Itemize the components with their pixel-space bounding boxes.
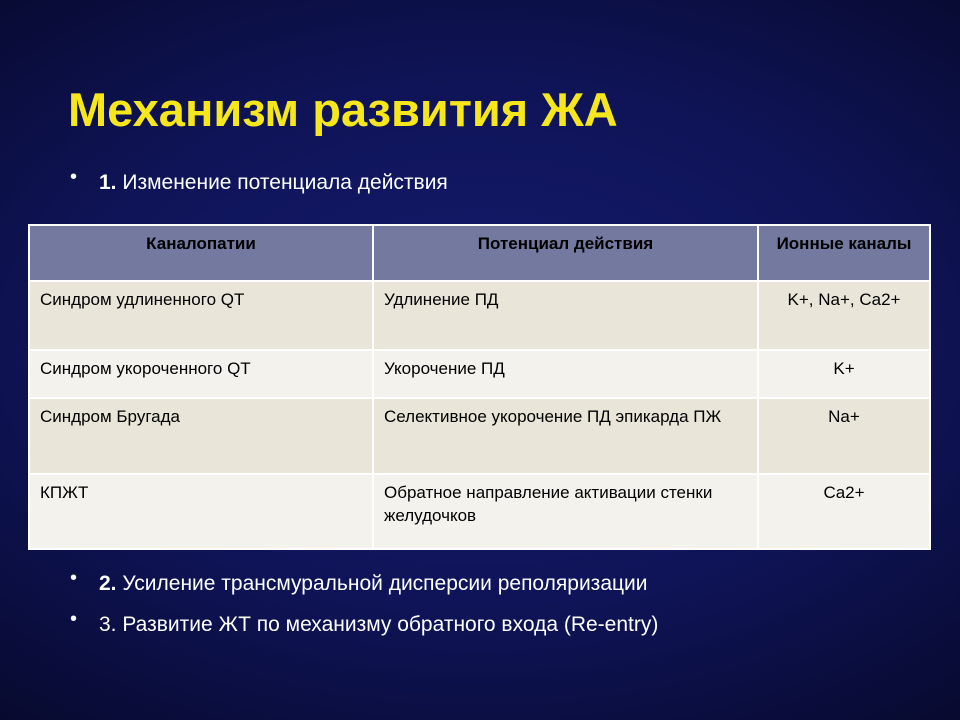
table-row (29, 474, 930, 549)
bullet-text (99, 612, 658, 638)
table-header-row (29, 225, 930, 281)
bullet-label: Развитие ЖТ по механизму обратного входа (Re-entry) (116, 613, 659, 636)
table-cell: Na+ (758, 398, 930, 474)
table-row (29, 281, 930, 350)
bullet-number: 3. (99, 613, 117, 636)
bullet-dot-icon: • (70, 166, 78, 188)
table-cell: Синдром удлиненного QT (29, 281, 373, 350)
bullet-text (99, 170, 448, 196)
channelopathy-table (28, 224, 931, 550)
table-row (29, 350, 930, 398)
table-header-cell: Потенциал действия (373, 225, 758, 281)
slide-title: Механизм развития ЖА (68, 83, 618, 136)
table-cell: Селективное укорочение ПД эпикарда ПЖ (373, 398, 758, 474)
table-cell: Синдром укороченного QT (29, 350, 373, 398)
table-cell: Удлинение ПД (373, 281, 758, 350)
bullet-text (99, 571, 647, 597)
bullet-label: Усиление трансмуральной дисперсии реполяризации (116, 572, 648, 595)
table-cell: Обратное направление активации стенки желудочков (373, 474, 758, 549)
table-cell: КПЖТ (29, 474, 373, 549)
table-cell: Укорочение ПД (373, 350, 758, 398)
bullet-dot-icon: • (70, 567, 78, 589)
table-row (29, 398, 930, 474)
bullet-number: 1. (99, 171, 117, 194)
table-cell: K+, Na+, Ca2+ (758, 281, 930, 350)
bullet-number: 2. (99, 572, 117, 595)
table-header-cell: Ионные каналы (758, 225, 930, 281)
table-cell: Ca2+ (758, 474, 930, 549)
bullet-dot-icon: • (70, 608, 78, 630)
table-cell: K+ (758, 350, 930, 398)
bullet-label: Изменение потенциала действия (116, 171, 448, 194)
table-cell: Синдром Бругада (29, 398, 373, 474)
table-header-cell: Каналопатии (29, 225, 373, 281)
